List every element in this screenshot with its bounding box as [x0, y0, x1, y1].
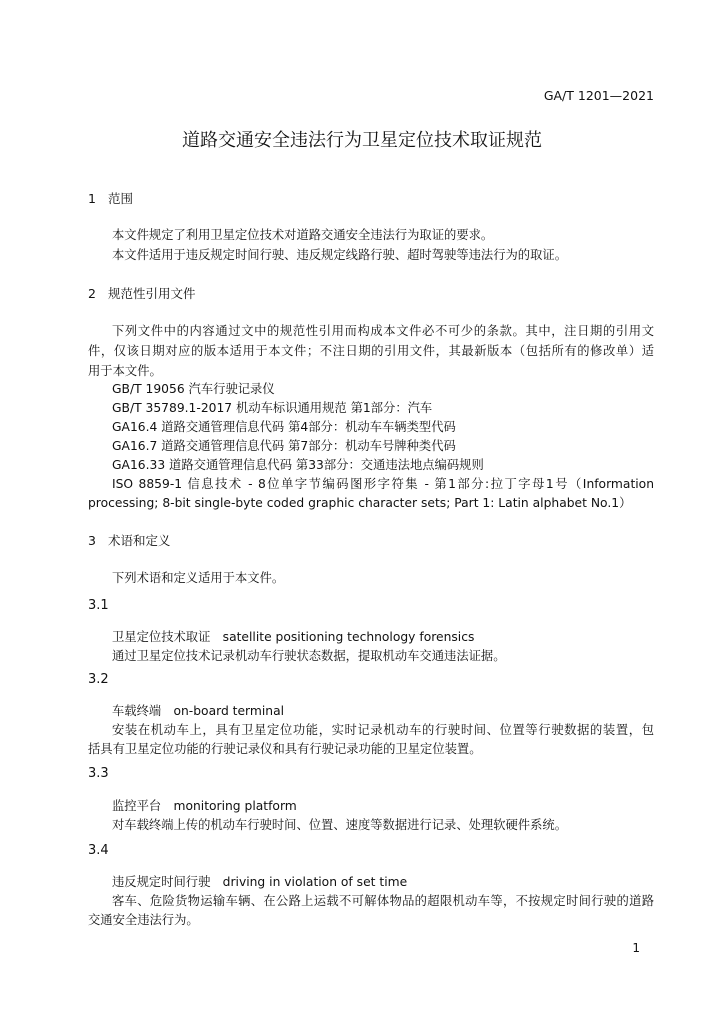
document-title: 道路交通安全违法行为卫星定位技术取证规范	[182, 130, 542, 151]
reference-item: GA16.7 道路交通管理信息代码 第7部分：机动车号牌种类代码	[112, 439, 456, 453]
section-number: 3	[88, 533, 96, 548]
term-name: 违反规定时间行驶 driving in violation of set time	[112, 875, 408, 889]
term-number: 3.1	[88, 598, 109, 613]
reference-item: GB/T 35789.1-2017 机动车标识通用规范 第1部分：汽车	[112, 401, 433, 415]
reference-item: GA16.33 道路交通管理信息代码 第33部分：交通违法地点编码规则	[112, 458, 484, 472]
page-number: 1	[632, 941, 640, 955]
section-2-heading	[88, 284, 196, 302]
term-definition: 对车载终端上传的机动车行驶时间、位置、速度等数据进行记录、处理软硬件系统。	[112, 818, 567, 832]
section-number: 1	[88, 191, 96, 206]
term-number: 3.4	[88, 843, 109, 858]
term-number: 3.2	[88, 672, 109, 687]
term-name: 监控平台 monitoring platform	[112, 799, 297, 813]
section-3-heading	[88, 531, 171, 549]
section-1-heading	[88, 189, 133, 207]
reference-item: ISO 8859-1 信息技术 - 8位单字节编码图形字符集 - 第1部分:拉丁字母1号（Information	[112, 477, 654, 491]
section-title: 范围	[108, 191, 134, 206]
term-name: 车载终端 on-board terminal	[112, 704, 285, 718]
paragraph-line: 下列文件中的内容通过文中的规范性引用而构成本文件必不可少的条款。其中，注日期的引用文	[112, 324, 654, 338]
section-title: 规范性引用文件	[108, 286, 196, 301]
term-name: 卫星定位技术取证 satellite positioning technology forensics	[112, 630, 475, 644]
paragraph: 本文件适用于违反规定时间行驶、违反规定线路行驶、超时驾驶等违法行为的取证。	[112, 248, 567, 262]
paragraph-line: 用于本文件。	[88, 364, 162, 378]
section-number: 2	[88, 286, 96, 301]
term-number: 3.3	[88, 766, 109, 781]
reference-item: GB/T 19056 汽车行驶记录仪	[112, 382, 275, 396]
term-definition: 通过卫星定位技术记录机动车行驶状态数据，提取机动车交通违法证据。	[112, 649, 506, 663]
paragraph: 本文件规定了利用卫星定位技术对道路交通安全违法行为取证的要求。	[112, 228, 494, 242]
section-title: 术语和定义	[108, 533, 171, 548]
term-definition: 客车、危险货物运输车辆、在公路上运载不可解体物品的超限机动车等，不按规定时间行驶的道路	[112, 894, 654, 908]
paragraph-line: 件，仅该日期对应的版本适用于本文件；不注日期的引用文件，其最新版本（包括所有的修改单）适	[88, 344, 654, 358]
term-definition-continued: 交通安全违法行为。	[88, 913, 199, 927]
standard-code: GA/T 1201—2021	[543, 88, 654, 103]
reference-item-continued: processing; 8-bit single-byte coded graphic character sets; Part 1: Latin alphabet No.1）	[88, 496, 632, 510]
reference-item: GA16.4 道路交通管理信息代码 第4部分：机动车车辆类型代码	[112, 420, 456, 434]
term-definition: 安装在机动车上，具有卫星定位功能，实时记录机动车的行驶时间、位置等行驶数据的装置，包	[112, 723, 654, 737]
term-definition-continued: 括具有卫星定位功能的行驶记录仪和具有行驶记录功能的卫星定位装置。	[88, 742, 482, 756]
paragraph: 下列术语和定义适用于本文件。	[112, 571, 285, 585]
